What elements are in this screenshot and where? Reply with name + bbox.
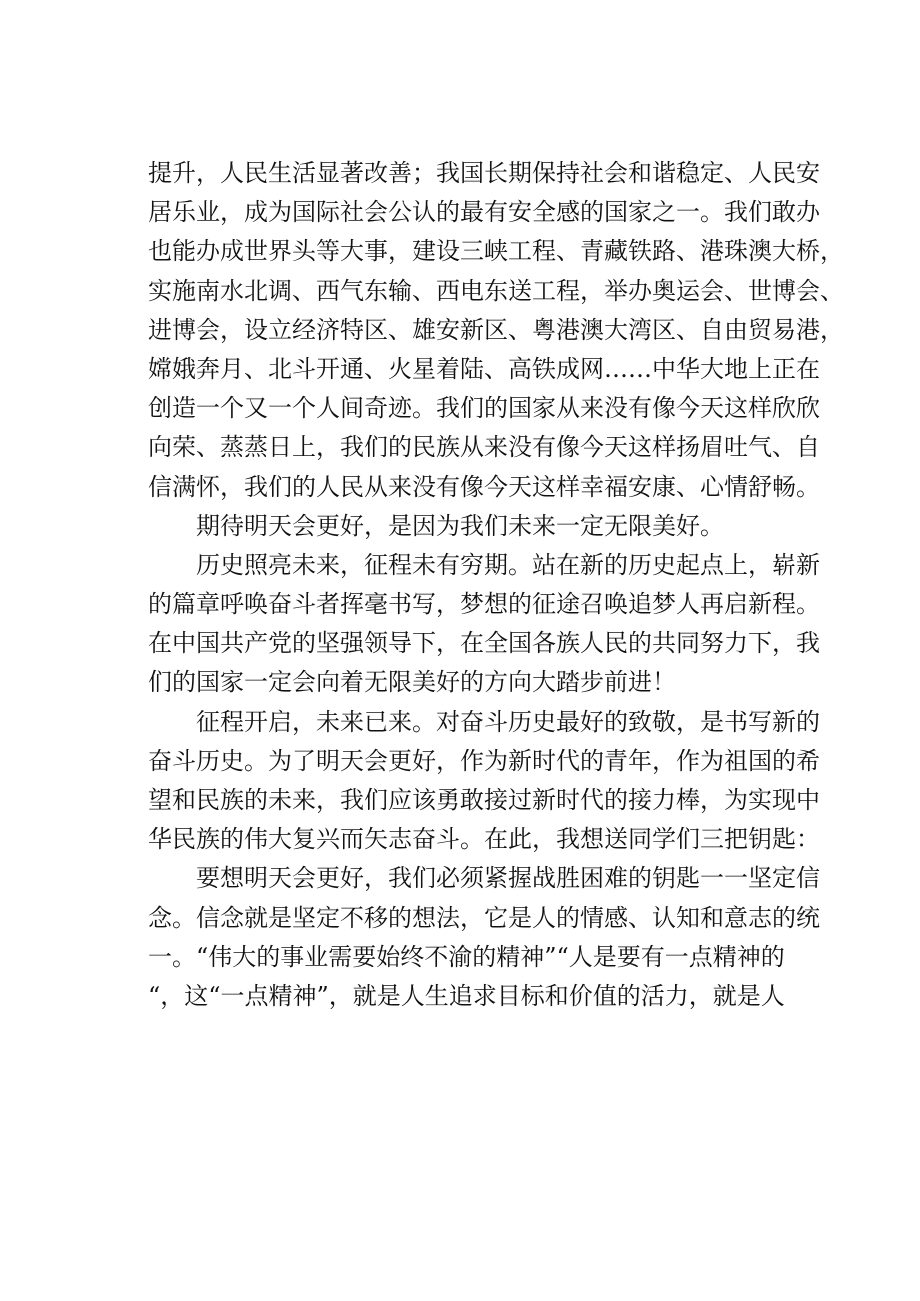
text-line: 在中国共产党的坚强领导下，在全国各族人民的共同努力下，我 [148, 629, 820, 658]
text-line: 实施南水北调、西气东输、西电东送工程，举办奥运会、世博会、 [148, 276, 844, 305]
paragraph-start-line: 要想明天会更好，我们必须紧握战胜困难的钥匙一一坚定信 [196, 864, 820, 893]
text-line: 念。信念就是坚定不移的想法，它是人的情感、认知和意志的统 [148, 903, 820, 932]
text-line: 也能办成世界头等大事，建设三峡工程、青藏铁路、港珠澳大桥， [148, 237, 844, 266]
text-line: 进博会，设立经济特区、雄安新区、粤港澳大湾区、自由贸易港， [148, 315, 844, 344]
paragraph-start-line: 征程开启，未来已来。对奋斗历史最好的致敬，是书写新的 [196, 707, 820, 736]
text-line: “，这“一点精神”，就是人生追求目标和价值的活力，就是人 [148, 981, 785, 1010]
text-line: 居乐业，成为国际社会公认的最有安全感的国家之一。我们敢办 [148, 198, 820, 227]
text-line: 奋斗历史。为了明天会更好，作为新时代的青年，作为祖国的希 [148, 746, 820, 775]
text-line: 提升，人民生活显著改善；我国长期保持社会和谐稳定、人民安 [148, 159, 820, 187]
text-line: 望和民族的未来，我们应该勇敢接过新时代的接力棒，为实现中 [148, 786, 820, 814]
paragraph-start-line: 历史照亮未来，征程未有穷期。站在新的历史起点上，崭新 [196, 550, 820, 579]
text-line: 们的国家一定会向着无限美好的方向大踏步前进！ [148, 668, 676, 697]
paragraph-start-line: 期待明天会更好，是因为我们未来一定无限美好。 [196, 511, 724, 540]
text-line: 向荣、蒸蒸日上，我们的民族从来没有像今天这样扬眉吐气、自 [148, 433, 820, 462]
text-line: 信满怀，我们的人民从来没有像今天这样幸福安康、心情舒畅。 [148, 472, 820, 501]
body-text [148, 154, 844, 1016]
text-line: 的篇章呼唤奋斗者挥毫书写，梦想的征途召唤追梦人再启新程。 [148, 590, 820, 619]
text-line: 华民族的伟大复兴而矢志奋斗。在此，我想送同学们三把钥匙： [148, 825, 820, 854]
text-line: 嫦娥奔月、北斗开通、火星着陆、高铁成网……中华大地上正在 [148, 354, 820, 383]
text-line: 创造一个又一个人间奇迹。我们的国家从来没有像今天这样欣欣 [148, 394, 820, 423]
text-line: 一。“伟大的事业需要始终不渝的精神”“人是要有一点精神的 [148, 942, 785, 971]
